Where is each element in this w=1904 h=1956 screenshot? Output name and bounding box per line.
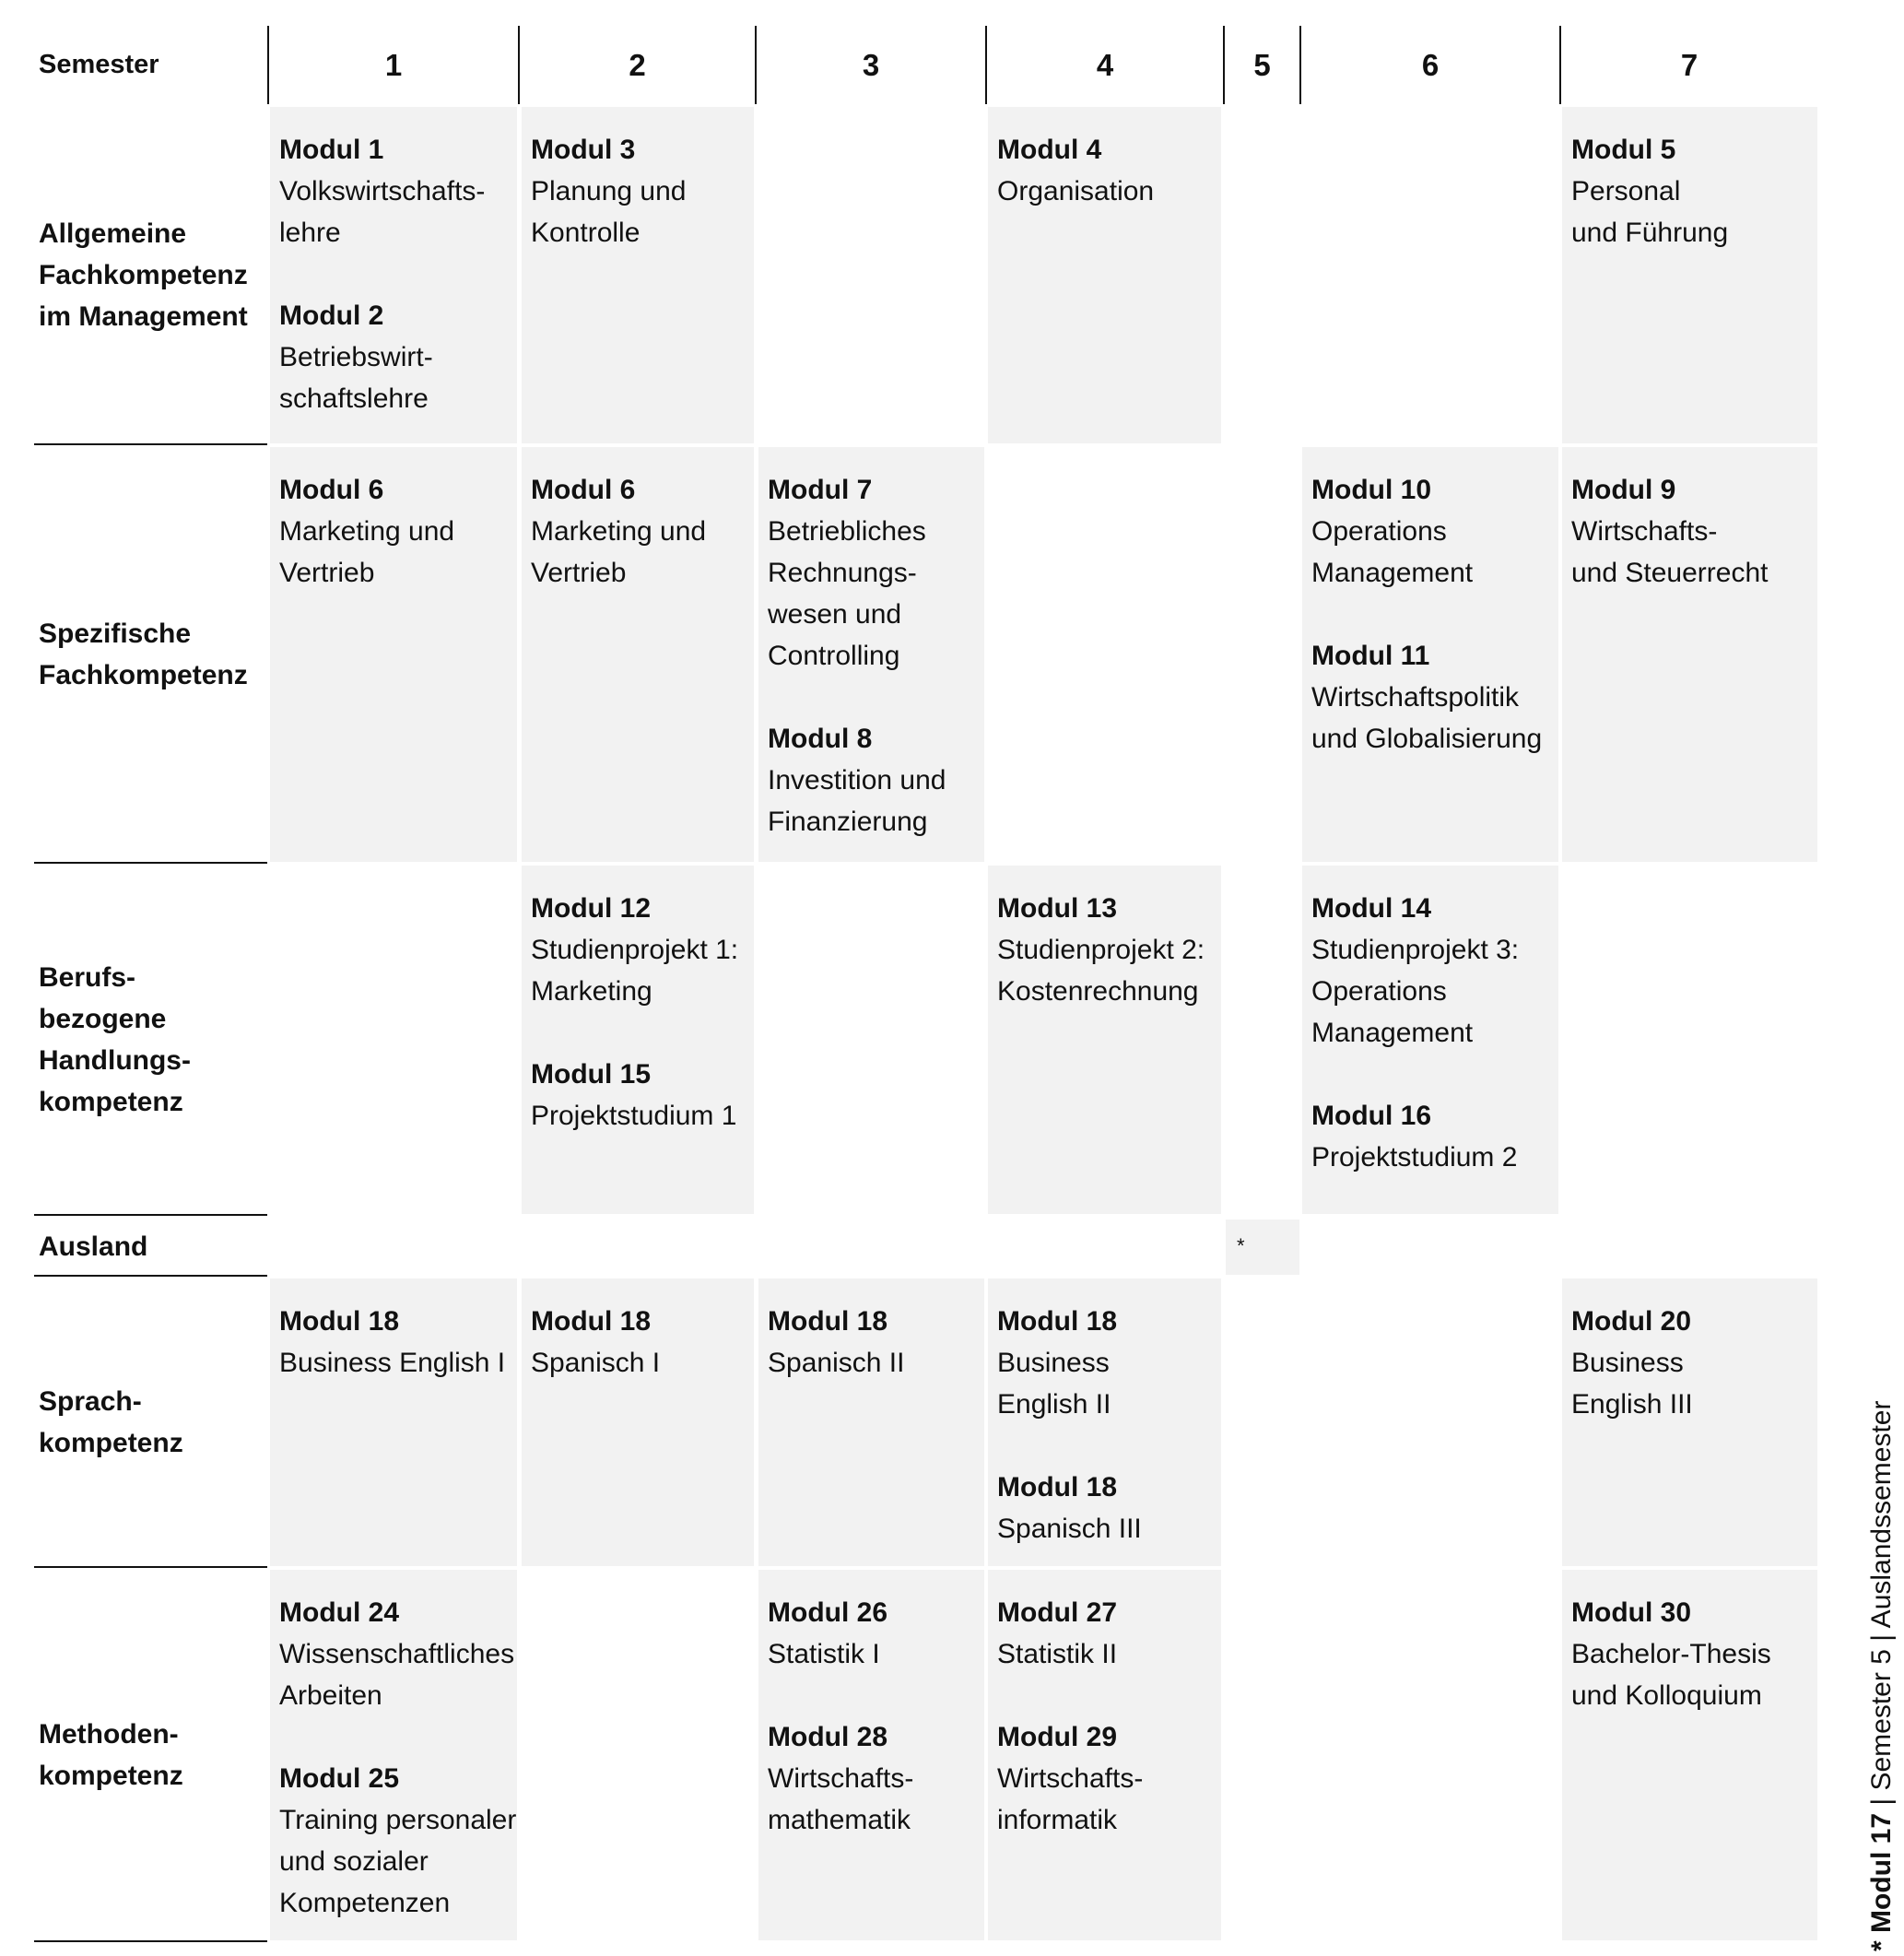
module-cell (758, 447, 984, 862)
module-entry (279, 469, 517, 594)
module-cell (988, 107, 1221, 443)
module-title: Studienprojekt 2: Kostenrechnung (997, 935, 1205, 1007)
semester-header-7: 7 (1680, 47, 1698, 82)
module-entry (279, 1592, 517, 1716)
module-number: Modul 5 (1571, 135, 1676, 165)
semester-header-1: 1 (384, 47, 403, 82)
module-number: Modul 3 (531, 135, 636, 165)
module-cell (270, 1278, 517, 1566)
module-cell (1562, 447, 1817, 862)
footnote-text: | Semester 5 | Auslandssemester (1866, 1400, 1897, 1813)
row-label-methodenkompetenz (39, 1570, 269, 1940)
module-cell (1302, 866, 1558, 1214)
module-title: Planung und Kontrolle (531, 176, 687, 248)
module-cell (270, 447, 517, 862)
module-title: Spanisch II (768, 1348, 905, 1378)
semester-header-2: 2 (629, 47, 646, 82)
module-number: Modul 13 (997, 893, 1118, 924)
module-title: Projektstudium 2 (1311, 1142, 1518, 1172)
module-title: Personal und Führung (1571, 176, 1729, 248)
module-title: Studienprojekt 1: Marketing (531, 935, 739, 1007)
module-number: Modul 14 (1311, 893, 1432, 924)
row-label-text: Berufs- bezogene Handlungs- kompetenz (39, 962, 191, 1117)
module-number: Modul 4 (997, 135, 1102, 165)
module-entry (768, 1592, 984, 1675)
module-number: Modul 18 (279, 1306, 400, 1337)
module-cell (522, 107, 754, 443)
module-entry (1311, 469, 1558, 594)
module-title: Statistik I (768, 1639, 880, 1669)
module-number: Modul 6 (279, 475, 384, 505)
row-label-text: Ausland (39, 1231, 148, 1262)
module-entry (997, 1716, 1221, 1841)
row-divider (34, 1940, 267, 1942)
module-cell (988, 1278, 1221, 1566)
module-cell (1562, 1570, 1817, 1940)
module-entry (997, 888, 1221, 1012)
module-entry (997, 129, 1221, 212)
module-entry (1571, 1301, 1817, 1425)
module-entry (768, 469, 984, 677)
module-entry (768, 1301, 984, 1384)
module-number: Modul 27 (997, 1597, 1118, 1628)
module-entry (1311, 635, 1558, 760)
module-cell (270, 107, 517, 443)
module-title: Wirtschafts- mathematik (768, 1763, 914, 1835)
module-cell (522, 447, 754, 862)
semester-header-5: 5 (1253, 47, 1271, 82)
module-number: Modul 1 (279, 135, 384, 165)
module-cell (988, 1570, 1221, 1940)
module-number: Modul 7 (768, 475, 873, 505)
module-title: Volkswirtschafts- lehre (279, 176, 486, 248)
module-cell (522, 866, 754, 1214)
module-number: Modul 6 (531, 475, 636, 505)
module-entry (768, 1716, 984, 1841)
module-title: Studienprojekt 3: Operations Management (1311, 935, 1520, 1048)
module-number: Modul 24 (279, 1597, 400, 1628)
row-label-ausland (39, 1218, 269, 1275)
module-entry (279, 129, 517, 253)
module-title: Organisation (997, 176, 1155, 206)
module-title: Spanisch I (531, 1348, 661, 1378)
module-title: Statistik II (997, 1639, 1118, 1669)
semester-header-3: 3 (862, 47, 880, 82)
module-title: Betriebswirt- schaftslehre (279, 342, 433, 414)
module-entry (768, 718, 984, 842)
module-cell (1562, 1278, 1817, 1566)
module-cell (758, 1570, 984, 1940)
row-label-spezifische-fachkompetenz (39, 447, 269, 862)
module-number: Modul 25 (279, 1763, 400, 1794)
module-number: Modul 9 (1571, 475, 1676, 505)
module-cell (758, 1278, 984, 1566)
module-entry (279, 295, 517, 419)
module-number: Modul 12 (531, 893, 652, 924)
module-cell (1562, 107, 1817, 443)
footnote-auslandssemester (1862, 1288, 1902, 1951)
module-title: Marketing und Vertrieb (531, 516, 707, 588)
module-entry (279, 1301, 517, 1384)
semester-header-label: Semester (39, 50, 159, 79)
module-entry (997, 1467, 1221, 1549)
ausland-marker: * (1226, 1220, 1299, 1275)
module-title: Wissenschaftliches Arbeiten (279, 1639, 515, 1711)
module-number: Modul 18 (768, 1306, 888, 1337)
module-title: Investition und Finanzierung (768, 765, 946, 837)
module-number: Modul 28 (768, 1722, 888, 1752)
module-title: Business English III (1571, 1348, 1693, 1420)
row-label-text: Sprach- kompetenz (39, 1386, 183, 1458)
module-cell (988, 866, 1221, 1214)
module-entry (531, 1054, 754, 1137)
footnote-marker: * Modul 17 (1866, 1812, 1897, 1951)
row-label-sprachkompetenz (39, 1278, 269, 1566)
module-entry (531, 888, 754, 1012)
module-title: Operations Management (1311, 516, 1474, 588)
row-label-berufsbezogene-handlungskompetenz (39, 866, 269, 1214)
module-title: Spanisch III (997, 1514, 1142, 1544)
module-number: Modul 20 (1571, 1306, 1692, 1337)
module-number: Modul 26 (768, 1597, 888, 1628)
module-number: Modul 30 (1571, 1597, 1692, 1628)
module-title: Business English I (279, 1348, 506, 1378)
module-number: Modul 18 (531, 1306, 652, 1337)
module-cell (1302, 447, 1558, 862)
module-number: Modul 10 (1311, 475, 1432, 505)
row-divider (34, 443, 267, 445)
module-cell (270, 1570, 517, 1940)
module-number: Modul 11 (1311, 641, 1430, 671)
module-entry (1571, 1592, 1817, 1716)
module-number: Modul 15 (531, 1059, 652, 1090)
row-label-text: Spezifische Fachkompetenz (39, 619, 248, 690)
row-label-allgemeine-fachkompetenz (39, 107, 269, 443)
module-entry (531, 469, 754, 594)
module-number: Modul 2 (279, 300, 384, 331)
module-title: Betriebliches Rechnungs- wesen und Controlling (768, 516, 926, 671)
row-label-text: Methoden- kompetenz (39, 1719, 183, 1791)
module-title: Business English II (997, 1348, 1111, 1420)
row-divider (34, 1275, 267, 1277)
module-title: Training personaler und sozialer Kompetenzen (279, 1805, 517, 1918)
module-number: Modul 18 (997, 1472, 1118, 1502)
row-label-text: Allgemeine Fachkompetenz im Management (39, 218, 248, 332)
module-title: Bachelor-Thesis und Kolloquium (1571, 1639, 1771, 1711)
module-entry (1311, 1095, 1558, 1178)
module-entry (531, 129, 754, 253)
module-number: Modul 16 (1311, 1101, 1432, 1131)
module-entry (1311, 888, 1558, 1054)
module-entry (1571, 129, 1817, 253)
module-entry (1571, 469, 1817, 594)
module-title: Projektstudium 1 (531, 1101, 737, 1131)
row-divider (34, 1214, 267, 1216)
module-entry (279, 1758, 517, 1924)
module-title: Wirtschafts- und Steuerrecht (1571, 516, 1769, 588)
semester-header-6: 6 (1421, 47, 1440, 82)
semester-header-4: 4 (1096, 47, 1114, 82)
module-entry (531, 1301, 754, 1384)
row-divider (34, 862, 267, 864)
module-entry (997, 1301, 1221, 1425)
row-divider (34, 1566, 267, 1568)
module-title: Marketing und Vertrieb (279, 516, 455, 588)
module-title: Wirtschafts- informatik (997, 1763, 1144, 1835)
module-number: Modul 29 (997, 1722, 1118, 1752)
module-number: Modul 8 (768, 724, 873, 754)
module-number: Modul 18 (997, 1306, 1118, 1337)
module-entry (997, 1592, 1221, 1675)
module-title: Wirtschaftspolitik und Globalisierung (1311, 682, 1543, 754)
module-cell (522, 1278, 754, 1566)
